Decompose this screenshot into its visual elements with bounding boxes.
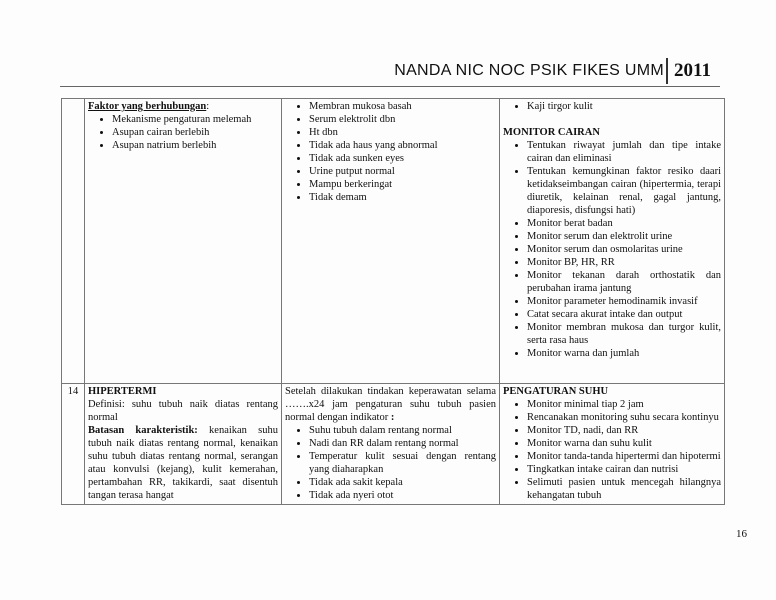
list-item: • Catat secara akurat intake dan output <box>527 308 721 321</box>
diagnosis-cell <box>85 99 282 384</box>
header-divider <box>666 58 668 84</box>
list-item: • Tidak ada sakit kepala <box>309 476 496 489</box>
list-item: • Monitor parameter hemodinamik invasif <box>527 295 721 308</box>
list-item: • Tidak ada nyeri otot <box>309 489 496 502</box>
outcome-intro: Setelah dilakukan tindakan keperawatan selama …….x24 jam pengaturan suhu tubuh pasien normal dengan indikator : <box>285 386 496 423</box>
list-item: • Asupan natrium berlebih <box>112 139 278 152</box>
list-item: • Tingkatkan intake cairan dan nutrisi <box>527 463 721 476</box>
list-item: • Tidak ada sunken eyes <box>309 152 496 165</box>
list-item: • Ht dbn <box>309 126 496 139</box>
list-item: • Monitor serum dan osmolaritas urine <box>527 243 721 256</box>
list-item: • Monitor membran mukosa dan turgor kulit, serta rasa haus <box>527 321 721 347</box>
list-item: • Monitor serum dan elektrolit urine <box>527 230 721 243</box>
table-row <box>62 99 725 384</box>
page-header <box>0 0 776 90</box>
list-item: • Tentukan kemungkinan faktor resiko daari ketidakseimbangan cairan (hipertermia, terapi diuretik, kelainan renal, gagal jantung, diaporesis, disfungsi hati) <box>527 165 721 217</box>
list-item: • Monitor warna dan jumlah <box>527 347 721 360</box>
diagnosis-title: HIPERTERMI <box>88 386 157 397</box>
list-item: • Monitor BP, HR, RR <box>527 256 721 269</box>
intervention-top-list <box>503 100 721 113</box>
row-number: 14 <box>62 384 85 505</box>
list-item: • Selimuti pasien untuk mencegah hilangnya kehangatan tubuh <box>527 476 721 502</box>
list-item: • Monitor minimal tiap 2 jam <box>527 398 721 411</box>
intervention-heading: PENGATURAN SUHU <box>503 386 609 397</box>
list-item: • Tidak demam <box>309 191 496 204</box>
related-factors-list <box>88 113 278 152</box>
list-item: • Serum elektrolit dbn <box>309 113 496 126</box>
row-number <box>62 99 85 384</box>
list-item: • Asupan cairan berlebih <box>112 126 278 139</box>
list-item: • Monitor tanda-tanda hipertermi dan hipotermi <box>527 450 721 463</box>
header-year: 2011 <box>674 60 711 81</box>
intervention-heading: MONITOR CAIRAN <box>503 127 600 138</box>
outcome-indicator-list <box>285 424 496 502</box>
page-number: 16 <box>736 528 747 540</box>
list-item: • Urine putput normal <box>309 165 496 178</box>
diagnosis-cell <box>85 384 282 505</box>
list-item: • Nadi dan RR dalam rentang normal <box>309 437 496 450</box>
list-item: • Temperatur kulit sesuai dengan rentang yang diaharapkan <box>309 450 496 476</box>
intervention-list <box>503 398 721 502</box>
intervention-cell <box>500 99 725 384</box>
intervention-list <box>503 139 721 360</box>
list-item: • Monitor TD, nadi, dan RR <box>527 424 721 437</box>
list-item: • Mekanisme pengaturan melemah <box>112 113 278 126</box>
list-item: • Mampu berkeringat <box>309 178 496 191</box>
outcome-cell <box>282 99 500 384</box>
outcome-indicator-list <box>285 100 496 204</box>
list-item: • Rencanakan monitoring suhu secara kontinyu <box>527 411 721 424</box>
list-item: • Kaji tirgor kulit <box>527 100 721 113</box>
header-rule <box>60 86 720 87</box>
table-row <box>62 384 725 505</box>
list-item: • Tidak ada haus yang abnormal <box>309 139 496 152</box>
list-item: • Tentukan riwayat jumlah dan tipe intake cairan dan eliminasi <box>527 139 721 165</box>
list-item: • Monitor tekanan darah orthostatik dan perubahan irama jantung <box>527 269 721 295</box>
intervention-cell <box>500 384 725 505</box>
related-factors-heading: Faktor yang berhubungan: <box>88 101 210 112</box>
outcome-cell <box>282 384 500 505</box>
care-plan-table <box>61 98 725 505</box>
diagnosis-definition: Definisi: suhu tubuh naik diatas rentang normal <box>88 399 278 423</box>
diagnosis-characteristics: Batasan karakteristik: kenaikan suhu tubuh naik diatas rentang normal, kenaikan suhu tubuh diatas rentang normal, serangan atau konvulsi (kejang), kulit kemerahan, pertambahan RR, takikardi, saat disentuh tangan terasa hangat <box>88 425 278 501</box>
list-item: • Membran mukosa basah <box>309 100 496 113</box>
list-item: • Monitor berat badan <box>527 217 721 230</box>
header-title: NANDA NIC NOC PSIK FIKES UMM <box>394 62 664 79</box>
list-item: • Suhu tubuh dalam rentang normal <box>309 424 496 437</box>
list-item: • Monitor warna dan suhu kulit <box>527 437 721 450</box>
